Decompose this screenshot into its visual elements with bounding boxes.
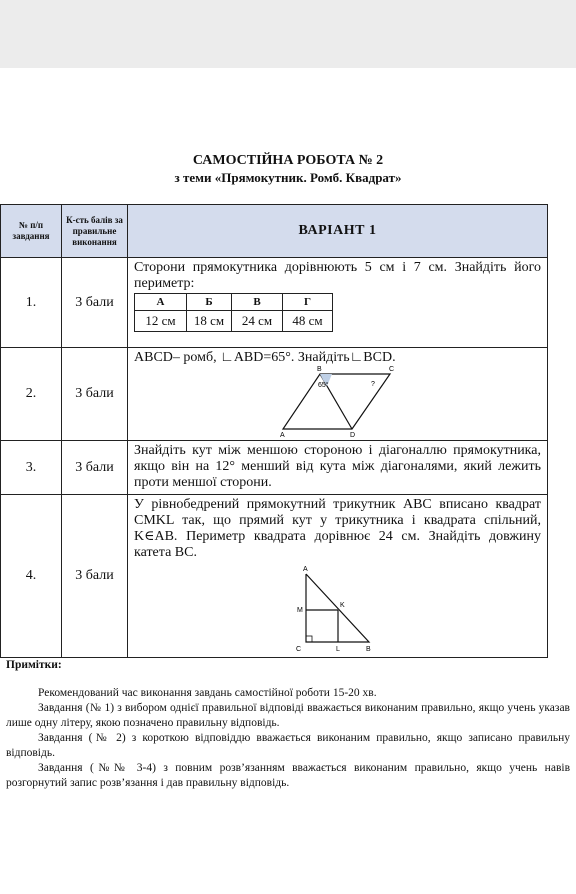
task-number: 2. bbox=[1, 348, 62, 441]
header-number: № п/п завдання bbox=[1, 205, 62, 258]
task-number: 4. bbox=[1, 495, 62, 658]
task-cell bbox=[128, 495, 548, 658]
task-cell bbox=[128, 348, 548, 441]
vertex-label-d: D bbox=[350, 432, 356, 438]
task-cell bbox=[128, 258, 548, 348]
answer-value: 48 см bbox=[283, 311, 333, 332]
vertex-label-k: K bbox=[340, 602, 345, 609]
task-text: У рівнобедрений прямокутний трикутник ABC вписано квадрат CMKL так, що прямий кут у трикутника і квадрата спільний, K∈AB. Периметр квадрата дорівнює 24 см. Знайдіть довжину катета BC. bbox=[134, 497, 541, 560]
task-text: Сторони прямокутника дорівнюють 5 см і 7 см. Знайдіть його периметр: bbox=[134, 260, 541, 291]
answer-letter: Б bbox=[187, 294, 232, 311]
header-points: К-сть балів за правильне виконання bbox=[62, 205, 128, 258]
task-row-4 bbox=[1, 495, 548, 658]
page-subtitle: з теми «Прямокутник. Ромб. Квадрат» bbox=[174, 170, 402, 185]
task-text: Знайдіть кут між меншою стороною і діагоналлю прямокутника, якщо він на 12° менший від кута між діагоналями, який лежить проти меншої сторони. bbox=[134, 443, 541, 490]
angle-label: 65° bbox=[318, 382, 329, 389]
answer-letter: А bbox=[135, 294, 187, 311]
vertex-label-m: M bbox=[297, 607, 303, 614]
vertex-label-c: C bbox=[296, 646, 302, 652]
vertex-label-l: L bbox=[336, 646, 340, 652]
task-number: 1. bbox=[1, 258, 62, 348]
note-paragraph: Рекомендований час виконання завдань самостійної роботи 15-20 хв. bbox=[38, 687, 377, 699]
triangle-square-figure bbox=[294, 564, 384, 652]
answer-options-table bbox=[134, 293, 333, 332]
notes-heading: Примітки: bbox=[6, 659, 62, 671]
note-paragraph: Завдання (№№ 3-4) з повним розв’язанням вважається виконаним правильно, якщо учень навів розгорнутий запис розв’язання і дав правильну відповідь. bbox=[6, 762, 570, 789]
rhombus-figure bbox=[280, 366, 450, 438]
unknown-angle-label: ? bbox=[371, 381, 375, 388]
vertex-label-b: B bbox=[317, 366, 322, 373]
task-points: 3 бали bbox=[62, 258, 128, 348]
answer-value: 18 см bbox=[187, 311, 232, 332]
answer-value: 24 см bbox=[232, 311, 283, 332]
task-points: 3 бали bbox=[62, 441, 128, 495]
note-paragraph: Завдання (№ 1) з вибором однієї правильної відповіді вважається виконаним правильно, якщо учень указав лише одну літеру, якою позначено правильну відповідь. bbox=[6, 702, 570, 729]
task-cell bbox=[128, 441, 548, 495]
task-row-1 bbox=[1, 258, 548, 348]
answer-letter: В bbox=[232, 294, 283, 311]
header-variant: ВАРІАНТ 1 bbox=[128, 205, 548, 258]
vertex-label-a: A bbox=[303, 566, 308, 573]
vertex-label-b: B bbox=[366, 646, 371, 652]
vertex-label-a: A bbox=[280, 432, 285, 438]
answer-letter: Г bbox=[283, 294, 333, 311]
top-gray-band bbox=[0, 0, 576, 68]
task-points: 3 бали bbox=[62, 495, 128, 658]
task-points: 3 бали bbox=[62, 348, 128, 441]
vertex-label-c: C bbox=[389, 366, 395, 373]
table-header-row bbox=[1, 205, 548, 258]
task-text: ABCD– ромб, ∟ABD=65°. Знайдіть∟BCD. bbox=[134, 350, 396, 365]
answer-value: 12 см bbox=[135, 311, 187, 332]
page-title: САМОСТІЙНА РОБОТА № 2 bbox=[192, 153, 384, 168]
task-row-3 bbox=[1, 441, 548, 495]
notes-section bbox=[6, 658, 570, 791]
task-number: 3. bbox=[1, 441, 62, 495]
note-paragraph: Завдання (№ 2) з короткою відповіддю вважається виконаним правильно, якщо записано правильну відповідь. bbox=[6, 732, 570, 759]
title-block bbox=[0, 152, 576, 186]
task-row-2 bbox=[1, 348, 548, 441]
tasks-table bbox=[0, 204, 548, 658]
